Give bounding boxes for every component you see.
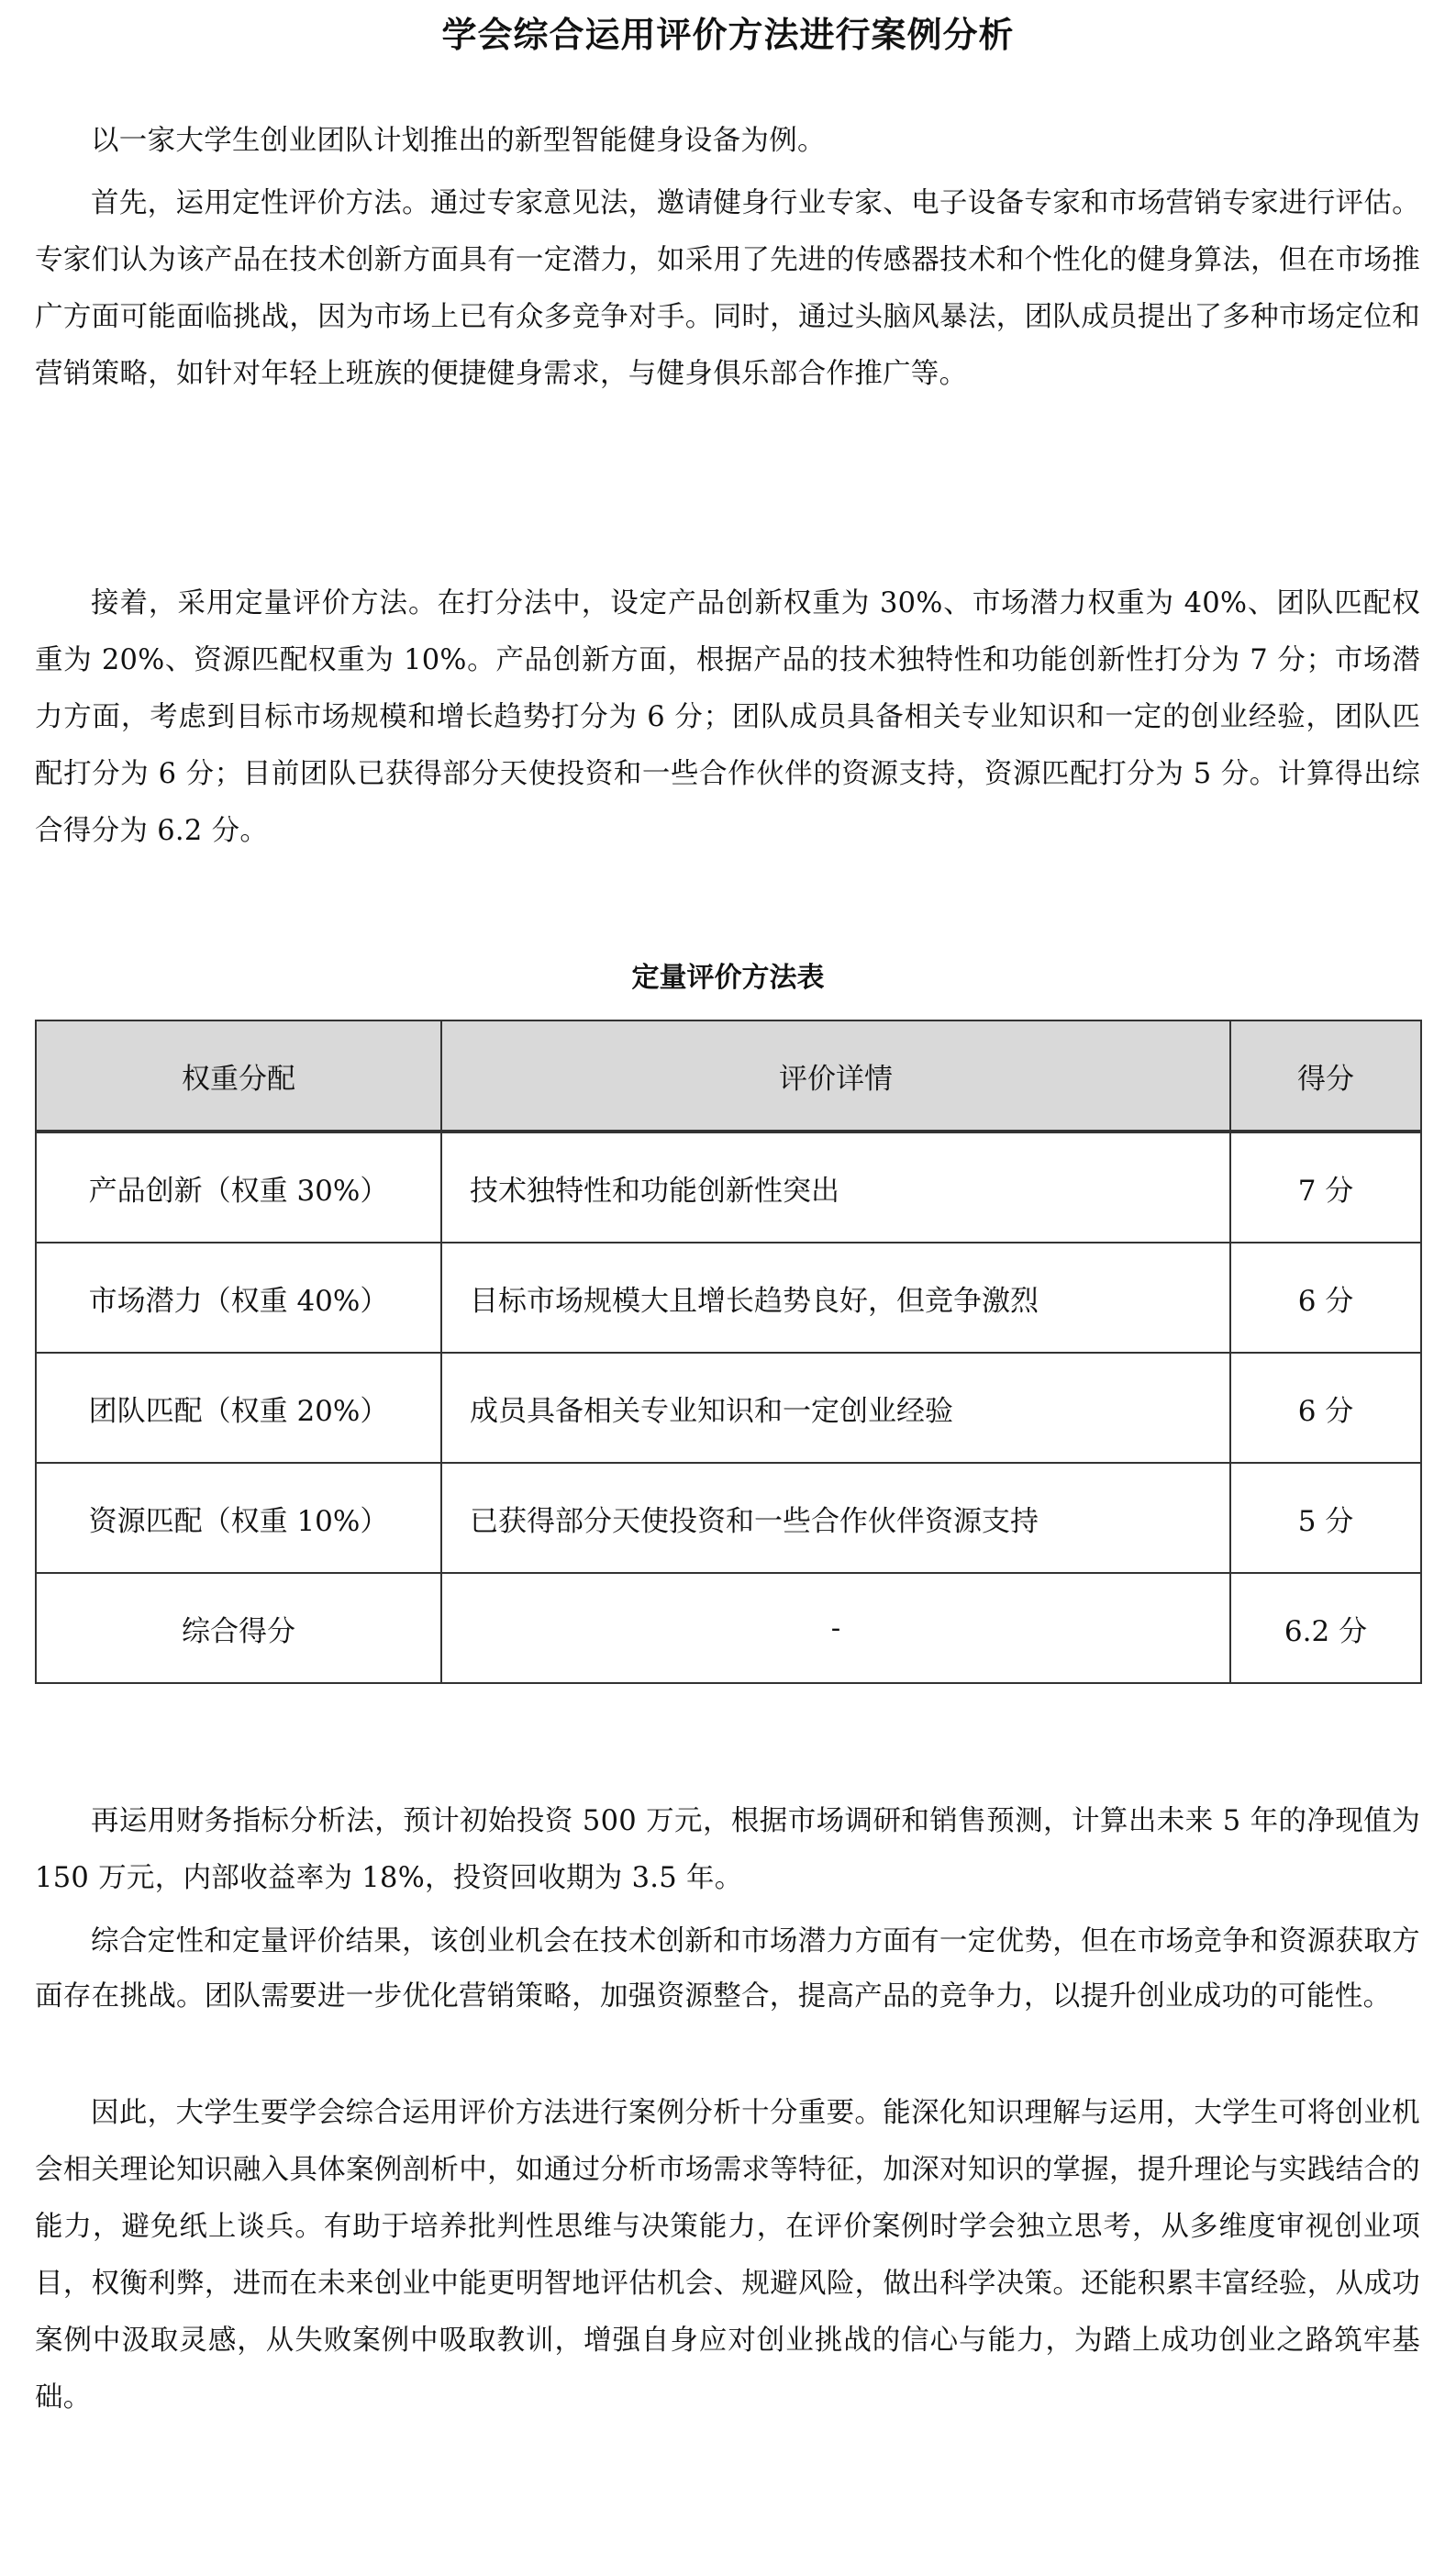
evaluation-table [35, 1020, 1422, 1684]
cell-detail: - [441, 1573, 1230, 1683]
table-row [36, 1243, 1421, 1353]
cell-weight: 综合得分 [36, 1573, 441, 1683]
table-caption: 定量评价方法表 [631, 962, 825, 994]
paragraph-conclusion: 因此，大学生要学会综合运用评价方法进行案例分析十分重要。能深化知识理解与运用，大学生可将创业机会相关理论知识融入具体案例剖析中，如通过分析市场需求等特征，加深对知识的掌握，提升理论与实践结合的能力，避免纸上谈兵。有助于培养批判性思维与决策能力，在评价案例时学会独立思考，从多维度审视创业项目，权衡利弊，进而在未来创业中能更明智地评估机会、规避风险，做出科学决策。还能积累丰富经验，从成功案例中汲取灵感，从失败案例中吸取教训，增强自身应对创业挑战的信心与能力，为踏上成功创业之路筑牢基础。 [35, 2097, 1420, 2414]
header-weight: 权重分配 [36, 1020, 441, 1132]
paragraph-intro: 以一家大学生创业团队计划推出的新型智能健身设备为例。 [91, 125, 826, 157]
table-row [36, 1463, 1421, 1573]
paragraph-qualitative: 首先，运用定性评价方法。通过专家意见法，邀请健身行业专家、电子设备专家和市场营销专家进行评估。专家们认为该产品在技术创新方面具有一定潜力，如采用了先进的传感器技术和个性化的健身算法，但在市场推广方面可能面临挑战，因为市场上已有众多竞争对手。同时，通过头脑风暴法，团队成员提出了多种市场定位和营销策略，如针对年轻上班族的便捷健身需求，与健身俱乐部合作推广等。 [35, 187, 1420, 390]
cell-detail: 技术独特性和功能创新性突出 [441, 1132, 1230, 1243]
cell-detail: 成员具备相关专业知识和一定创业经验 [441, 1353, 1230, 1463]
table-row [36, 1353, 1421, 1463]
document-title: 学会综合运用评价方法进行案例分析 [441, 15, 1015, 55]
cell-score: 6 分 [1230, 1243, 1421, 1353]
paragraph-quantitative: 接着，采用定量评价方法。在打分法中，设定产品创新权重为 30%、市场潜力权重为 40%、团队匹配权重为 20%、资源匹配权重为 10%。产品创新方面，根据产品的技术独特性和功能创新性打分为 7 分；市场潜力方面，考虑到目标市场规模和增长趋势打分为 6 分；团队成员具备相关专业知识和一定的创业经验，团队匹配打分为 6 分；目前团队已获得部分天使投资和一些合作伙伴的资源支持，资源匹配打分为 5 分。计算得出综合得分为 6.2 分。 [35, 587, 1420, 847]
cell-weight: 市场潜力（权重 40%） [36, 1243, 441, 1353]
cell-weight: 资源匹配（权重 10%） [36, 1463, 441, 1573]
cell-detail: 已获得部分天使投资和一些合作伙伴资源支持 [441, 1463, 1230, 1573]
table-row-total [36, 1573, 1421, 1683]
cell-detail: 目标市场规模大且增长趋势良好，但竞争激烈 [441, 1243, 1230, 1353]
cell-score: 7 分 [1230, 1132, 1421, 1243]
cell-score: 5 分 [1230, 1463, 1421, 1573]
paragraph-financial: 再运用财务指标分析法，预计初始投资 500 万元，根据市场调研和销售预测，计算出未来 5 年的净现值为 150 万元，内部收益率为 18%，投资回收期为 3.5 年。 [35, 1805, 1420, 1894]
table-header-row [36, 1020, 1421, 1132]
header-detail: 评价详情 [441, 1020, 1230, 1132]
table-row [36, 1132, 1421, 1243]
cell-score: 6.2 分 [1230, 1573, 1421, 1683]
cell-score: 6 分 [1230, 1353, 1421, 1463]
cell-weight: 产品创新（权重 30%） [36, 1132, 441, 1243]
cell-weight: 团队匹配（权重 20%） [36, 1353, 441, 1463]
header-score: 得分 [1230, 1020, 1421, 1132]
paragraph-summary: 综合定性和定量评价结果，该创业机会在技术创新和市场潜力方面有一定优势，但在市场竞争和资源获取方面存在挑战。团队需要进一步优化营销策略，加强资源整合，提高产品的竞争力，以提升创业成功的可能性。 [35, 1925, 1420, 2013]
